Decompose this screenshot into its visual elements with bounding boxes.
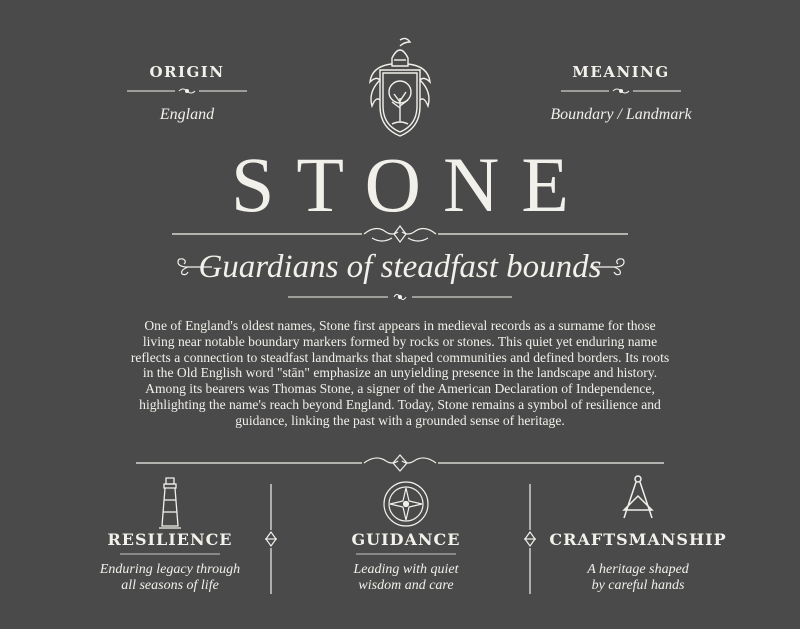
section-divider — [136, 452, 664, 474]
column-separator — [521, 484, 539, 594]
meaning-divider — [561, 86, 681, 96]
column-separator — [262, 484, 280, 594]
trait-desc-guidance-line1: Leading with quiet — [353, 562, 459, 577]
trait-desc-guidance-line2: wisdom and care — [358, 578, 454, 593]
trait-title-resilience: RESILIENCE — [107, 530, 233, 549]
meaning-value: Boundary / Landmark — [550, 106, 692, 123]
origin-title: ORIGIN — [149, 63, 225, 81]
trait-desc-resilience-line2: all seasons of life — [121, 578, 219, 593]
compass-icon — [382, 480, 430, 528]
lighthouse-icon — [156, 476, 184, 530]
origin-divider — [127, 86, 247, 96]
trait-underline — [120, 552, 220, 556]
origin-value: England — [159, 106, 215, 123]
trait-title-craftsmanship: CRAFTSMANSHIP — [549, 530, 727, 549]
trait-desc-resilience-line1: Enduring legacy through — [99, 562, 241, 577]
crest-icon — [362, 36, 438, 144]
name-title: STONE — [231, 141, 591, 228]
meaning-title: MEANING — [572, 63, 670, 81]
tagline: Guardians of steadfast bounds — [198, 249, 602, 285]
trait-desc-craftsmanship-line1: A heritage shaped — [587, 562, 689, 577]
trait-underline — [356, 552, 456, 556]
description: One of England's oldest names, Stone first appears in medieval records as a surname for those living near notable boundary markers formed by rocks or stones. This quiet yet enduring name reflects a connection to steadfast landmarks that shaped communities and defined borders. Its roots in the Old English word "stān" emphasize an unyielding presence in the landscape and history. Among its bearers was Thomas Stone, a signer of the American Declaration of Independence, highlighting the name's reach beyond England. Today, Stone remains a symbol of resilience and guidance, linking the past with a grounded sense of heritage. — [130, 318, 670, 428]
trait-desc-craftsmanship-line2: by careful hands — [591, 578, 685, 593]
tagline-right-swirl — [588, 258, 628, 276]
tagline-divider — [288, 290, 512, 304]
mason-compass-icon — [618, 474, 658, 522]
trait-title-guidance: GUIDANCE — [351, 530, 461, 549]
title-divider — [172, 222, 628, 246]
